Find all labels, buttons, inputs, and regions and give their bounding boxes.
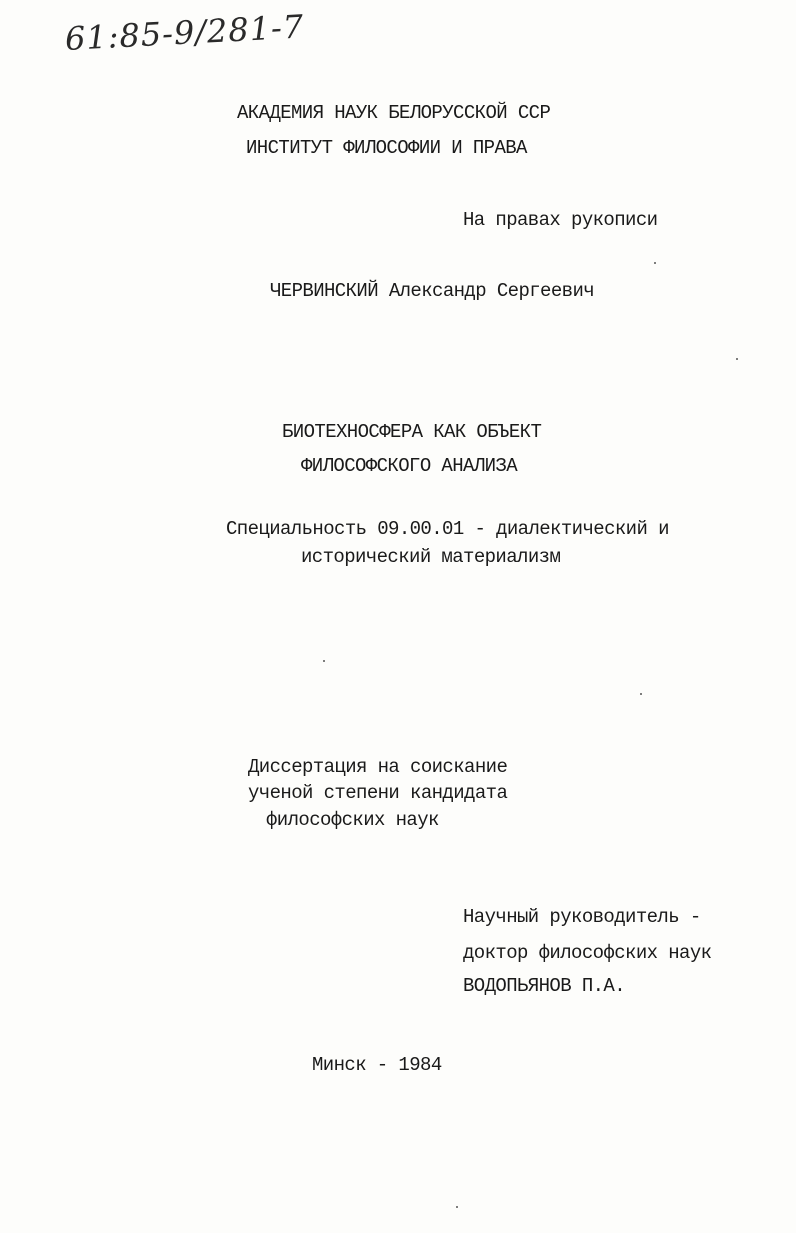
header-institute: ИНСТИТУТ ФИЛОСОФИИ И ПРАВА [246, 137, 527, 159]
title-line-2: ФИЛОСОФСКОГО АНАЛИЗА [301, 455, 518, 477]
scan-speck [323, 660, 325, 662]
scan-speck [654, 262, 656, 264]
manuscript-rights: На правах рукописи [463, 209, 658, 231]
specialty-line-1: Специальность 09.00.01 - диалектический и [226, 518, 669, 540]
dissertation-line-2: ученой степени кандидата [248, 782, 508, 804]
scan-speck [640, 693, 642, 695]
specialty-line-2: исторический материализм [301, 546, 561, 568]
scan-speck [736, 358, 738, 360]
supervisor-name: ВОДОПЬЯНОВ П.А. [463, 975, 626, 997]
header-academy: АКАДЕМИЯ НАУК БЕЛОРУССКОЙ ССР [237, 102, 551, 124]
supervisor-line-1: Научный руководитель - [463, 906, 701, 928]
title-line-1: БИОТЕХНОСФЕРА КАК ОБЪЕКТ [282, 421, 542, 443]
handwritten-archive-code: 61:85-9/281-7 [64, 7, 306, 58]
place-and-year: Минск - 1984 [312, 1054, 442, 1076]
dissertation-line-1: Диссертация на соискание [248, 756, 508, 778]
author-name: ЧЕРВИНСКИЙ Александр Сергеевич [270, 280, 595, 302]
supervisor-line-2: доктор философских наук [463, 942, 712, 964]
scan-speck [456, 1206, 458, 1208]
dissertation-line-3: философских наук [266, 809, 439, 831]
